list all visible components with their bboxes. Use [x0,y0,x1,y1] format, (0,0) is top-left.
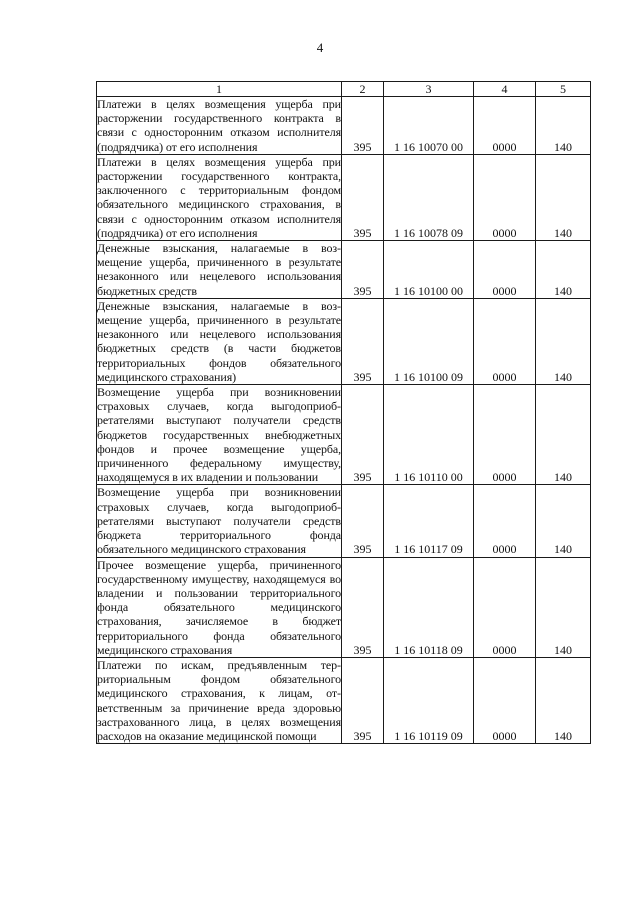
row-col4: 0000 [474,154,536,240]
row-description: Платежи в целях возмещения ущерба при расторжении государственного контракта в связи с односторонним отказом исполнителя (подрядчика) от его исполнения [97,97,341,154]
row-description: Платежи по искам, предъявленным территориальным фондом обязательного медицинского страхования, к лицам, ответственным за причинение вреда здоровью застрахованного лица, в целях возмещения расходов на оказание медицинской помощи [97,657,341,743]
row-col3: 1 16 10110 00 [384,385,474,485]
column-header-1: 1 [97,82,342,97]
row-col2: 395 [342,154,384,240]
row-description: Платежи в целях возмещения ущерба при расторжении государственного контракта, заключенного с территориальным фондом обязательного медицинского страхования, в связи с односторонним отказом исполнителя (подрядчика) от его исполнения [97,154,341,240]
row-col4: 0000 [474,385,536,485]
table-row [97,657,591,743]
column-header-5: 5 [536,82,591,97]
row-description: Денежные взыскания, налагаемые в возмещение ущерба, причиненного в результате незаконного или нецелевого использования бюджетных средств (в части бюджетов территориальных фондов обязательного медицинского страхования) [97,298,341,384]
table-row [97,385,591,485]
row-col2: 395 [342,298,384,384]
row-col2: 395 [342,657,384,743]
table-row [97,485,591,557]
column-header-3: 3 [384,82,474,97]
row-col3: 1 16 10117 09 [384,485,474,557]
row-col3: 1 16 10119 09 [384,657,474,743]
row-col2: 395 [342,557,384,657]
table-row [97,241,591,299]
row-col2: 395 [342,485,384,557]
row-col4: 0000 [474,298,536,384]
table-row [97,557,591,657]
table-header-row [97,82,591,97]
table-row [97,97,591,155]
row-col3: 1 16 10100 09 [384,298,474,384]
row-col3: 1 16 10118 09 [384,557,474,657]
row-col4: 0000 [474,485,536,557]
row-col4: 0000 [474,557,536,657]
row-col5: 140 [536,485,591,557]
row-col5: 140 [536,241,591,299]
row-col5: 140 [536,657,591,743]
row-col4: 0000 [474,657,536,743]
row-col5: 140 [536,385,591,485]
row-col3: 1 16 10070 00 [384,97,474,155]
row-col5: 140 [536,298,591,384]
row-col2: 395 [342,97,384,155]
table-row [97,298,591,384]
row-col2: 395 [342,385,384,485]
row-col3: 1 16 10100 00 [384,241,474,299]
row-col2: 395 [342,241,384,299]
row-description: Денежные взыскания, налагаемые в возмещение ущерба, причиненного в результате незаконного или нецелевого использования бюджетных средств [97,241,341,298]
row-description: Возмещение ущерба при возникновении страховых случаев, когда выгодоприобретателями выступают получатели средств бюджета территориального фонда обязательного медицинского страхования [97,485,341,557]
row-col3: 1 16 10078 09 [384,154,474,240]
column-header-4: 4 [474,82,536,97]
budget-codes-table [96,81,591,744]
row-col5: 140 [536,154,591,240]
page-number: 4 [316,40,324,55]
row-description: Возмещение ущерба при возникновении страховых случаев, когда выгодоприобретателями выступают получатели средств бюджетов государственных внебюджетных фондов и прочее возмещение ущерба, причиненного федеральному имуществу, находящемуся в их владении и пользовании [97,385,341,485]
column-header-2: 2 [342,82,384,97]
row-col5: 140 [536,557,591,657]
row-col4: 0000 [474,97,536,155]
row-col5: 140 [536,97,591,155]
row-col4: 0000 [474,241,536,299]
table-row [97,154,591,240]
row-description: Прочее возмещение ущерба, причиненного государственному имуществу, находящемуся во владении и пользовании территориального фонда обязательного медицинского страхования, зачисляемое в бюджет территориального фонда обязательного медицинского страхования [97,557,341,657]
